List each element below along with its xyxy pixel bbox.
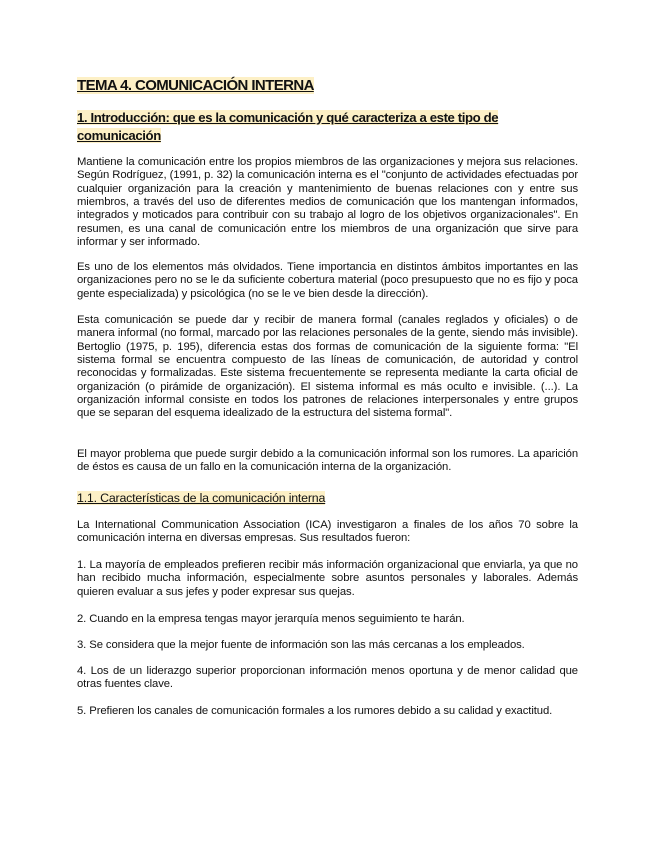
- result-text: 5. Prefieren los canales de comunicación formales a los rumores debido a su calidad y exactitud.: [77, 705, 553, 717]
- paragraph: [77, 448, 578, 475]
- section-heading-1: [77, 109, 578, 145]
- title-text: TEMA 4. COMUNICACIÓN INTERNA: [77, 77, 314, 94]
- list-item: [77, 639, 578, 652]
- document-title: [77, 77, 578, 95]
- paragraph: [77, 261, 578, 301]
- paragraph-text: Es uno de los elementos más olvidados. Tiene importancia en distintos ámbitos importantes en las organizaciones pero no se le da suficiente cobertura material (poco presupuesto que no es fijo y poca gente especializada) y psicológica (no se le ve bien desde la dirección).: [77, 261, 578, 300]
- paragraph: [77, 314, 578, 421]
- list-item: [77, 705, 578, 718]
- paragraph-text: El mayor problema que puede surgir debido a la comunicación informal son los rumores. La aparición de éstos es causa de un fallo en la comunicación interna de la organización.: [77, 448, 578, 474]
- paragraph: [77, 156, 578, 249]
- section-heading-1-1: [77, 489, 578, 507]
- result-text: 2. Cuando en la empresa tengas mayor jerarquía menos seguimiento te harán.: [77, 613, 465, 625]
- section-heading-text: 1. Introducción: que es la comunicación y qué caracteriza a este tipo de comunicación: [77, 110, 499, 143]
- result-text: 1. La mayoría de empleados prefieren recibir más información organizacional que enviarla, ya que no han recibido mucha información, especialmente sobre asuntos personales y laborales. Además quieren evaluar a sus jefes y poder expresar sus quejas.: [77, 559, 578, 598]
- paragraph: [77, 519, 578, 546]
- result-text: 4. Los de un liderazgo superior proporcionan información menos oportuna y de menor calidad que otras fuentes clave.: [77, 665, 578, 691]
- subsection-heading-text: 1.1. Características de la comunicación interna: [77, 491, 326, 505]
- list-item: [77, 613, 578, 626]
- paragraph-text: Esta comunicación se puede dar y recibir de manera formal (canales reglados y oficiales) o de manera informal (no formal, marcado por las relaciones personales de la gente, siendo más invisible). Bertoglio (1975, p. 195), diferencia estas dos formas de comunicación de la siguiente forma: "El sistema formal se encuentra compuesto de las líneas de comunicación, de autoridad y control reconocidas y formalizadas. Este sistema frecuentemente se representa mediante la carta oficial de organización (o pirámide de organización). El sistema informal es más oculto e invisible. (...). La organización informal consiste en todos los patrones de relaciones interpersonales y entre grupos que se separan del esquema idealizado de la estructura del sistema formal".: [77, 314, 578, 420]
- result-text: 3. Se considera que la mejor fuente de información son las más cercanas a los empleados.: [77, 639, 525, 651]
- paragraph-text: Mantiene la comunicación entre los propios miembros de las organizaciones y mejora sus relaciones. Según Rodríguez, (1991, p. 32) la comunicación interna es el "conjunto de actividades efectuadas por cualquier organización para la creación y mantenimiento de buenas relaciones con y entre sus miembros, a través del uso de diferentes medios de comunicación que los mantengan informados, integrados y moticados para contribuir con su trabajo al logro de los objetivos organizacionales". En resumen, es una canal de comunicación entre los miembros de una organización que sirve para informar y ser informado.: [77, 156, 578, 249]
- paragraph-text: La International Communication Association (ICA) investigaron a finales de los años 70 sobre la comunicación interna en diversas empresas. Sus resultados fueron:: [77, 519, 578, 545]
- list-item: [77, 559, 578, 599]
- list-item: [77, 665, 578, 692]
